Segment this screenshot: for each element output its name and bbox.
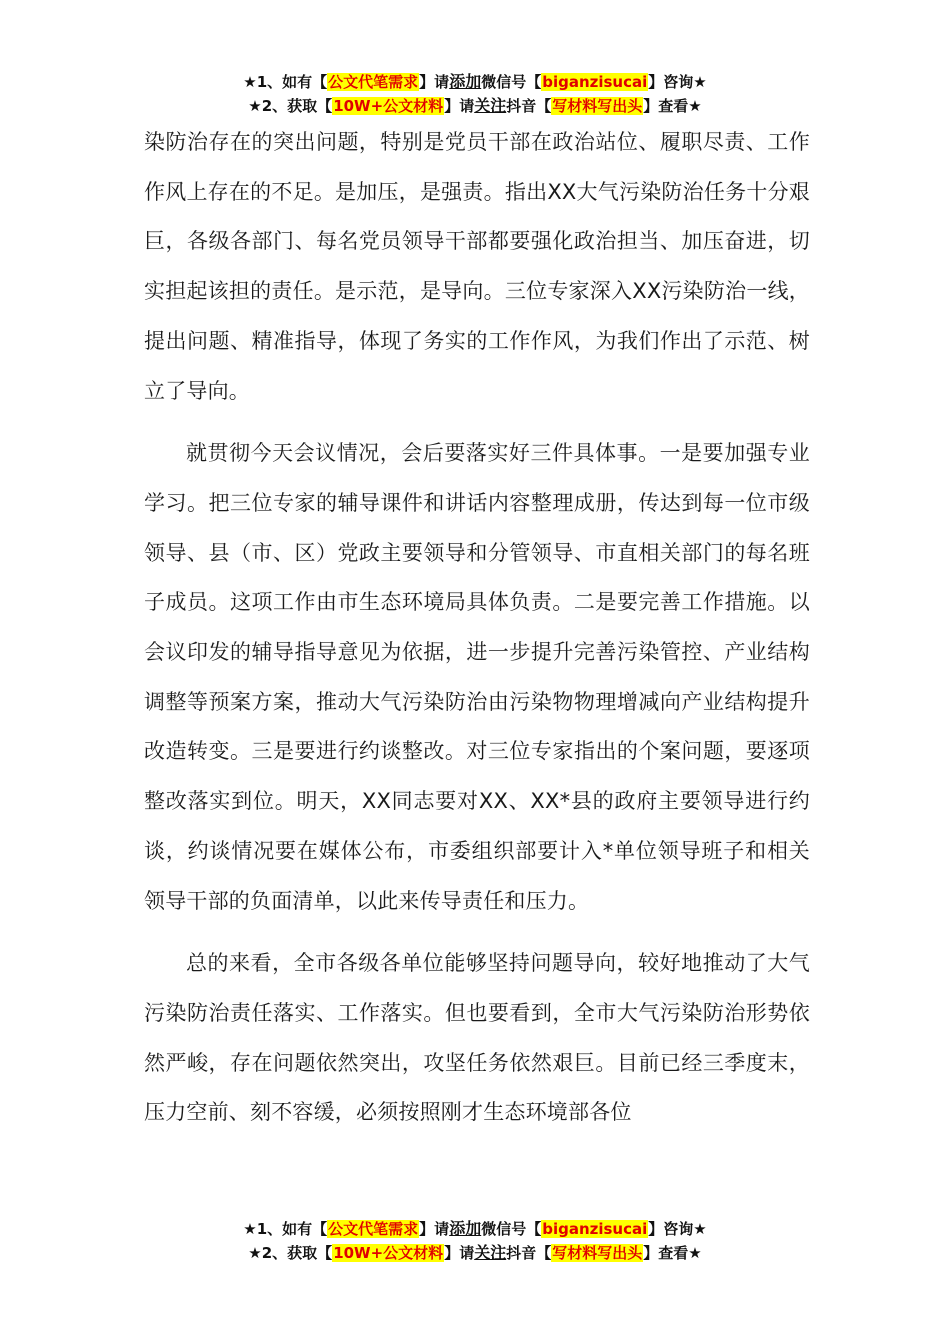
banner-text: ★2、获取【	[248, 1244, 333, 1262]
document-body	[144, 118, 810, 1138]
banner-highlight: biganzisucai	[542, 1220, 648, 1238]
banner-text: 】查看★	[643, 97, 702, 115]
banner-underline: 关注	[474, 96, 507, 115]
banner-line-2	[0, 94, 950, 118]
banner-text: 】请	[444, 1244, 475, 1262]
footer-banner	[0, 1217, 950, 1265]
banner-line-1	[0, 1217, 950, 1241]
banner-highlight: 写材料写出头	[552, 97, 643, 115]
banner-text: ★1、如有【	[243, 73, 328, 91]
banner-text: 】请	[444, 97, 475, 115]
banner-text: 抖音【	[506, 1244, 552, 1262]
banner-text: 】请	[419, 73, 450, 91]
banner-underline: 添加	[449, 72, 482, 91]
banner-highlight: 写材料写出头	[552, 1244, 643, 1262]
paragraph: 总的来看，全市各级各单位能够坚持问题导向，较好地推动了大气污染防治责任落实、工作落实。但也要看到，全市大气污染防治形势依然严峻，存在问题依然突出，攻坚任务依然艰巨。目前已经三季度末，压力空前、刻不容缓，必须按照刚才生态环境部各位	[144, 951, 810, 1125]
banner-text: 】咨询★	[648, 1220, 707, 1238]
banner-highlight: 10W+公文材料	[333, 1244, 444, 1262]
banner-text: 抖音【	[506, 97, 552, 115]
banner-underline: 关注	[474, 1243, 507, 1262]
banner-text: 微信号【	[481, 1220, 542, 1238]
banner-highlight: biganzisucai	[542, 73, 648, 91]
banner-highlight: 10W+公文材料	[333, 97, 444, 115]
banner-text: 】查看★	[643, 1244, 702, 1262]
banner-text: ★1、如有【	[243, 1220, 328, 1238]
banner-underline: 添加	[449, 1219, 482, 1238]
banner-text: 】请	[419, 1220, 450, 1238]
banner-line-2	[0, 1241, 950, 1265]
banner-text: 微信号【	[481, 73, 542, 91]
paragraph: 染防治存在的突出问题，特别是党员干部在政治站位、履职尽责、工作作风上存在的不足。是加压，是强责。指出XX大气污染防治任务十分艰巨，各级各部门、每名党员领导干部都要强化政治担当、加压奋进，切实担起该担的责任。是示范，是导向。三位专家深入XX污染防治一线，提出问题、精准指导，体现了务实的工作作风，为我们作出了示范、树立了导向。	[144, 130, 810, 403]
paragraph: 就贯彻今天会议情况，会后要落实好三件具体事。一是要加强专业学习。把三位专家的辅导课件和讲话内容整理成册，传达到每一位市级领导、县（市、区）党政主要领导和分管领导、市直相关部门的每名班子成员。这项工作由市生态环境局具体负责。二是要完善工作措施。以会议印发的辅导指导意见为依据，进一步提升完善污染管控、产业结构调整等预案方案，推动大气污染防治由污染物物理增减向产业结构提升改造转变。三是要进行约谈整改。对三位专家指出的个案问题，要逐项整改落实到位。明天，XX同志要对XX、XX*县的政府主要领导进行约谈，约谈情况要在媒体公布，市委组织部要计入*单位领导班子和相关领导干部的负面清单，以此来传导责任和压力。	[144, 441, 810, 913]
banner-line-1	[0, 70, 950, 94]
banner-text: ★2、获取【	[248, 97, 333, 115]
header-banner	[0, 70, 950, 118]
banner-highlight: 公文代笔需求	[328, 73, 419, 91]
banner-text: 】咨询★	[648, 73, 707, 91]
banner-highlight: 公文代笔需求	[328, 1220, 419, 1238]
